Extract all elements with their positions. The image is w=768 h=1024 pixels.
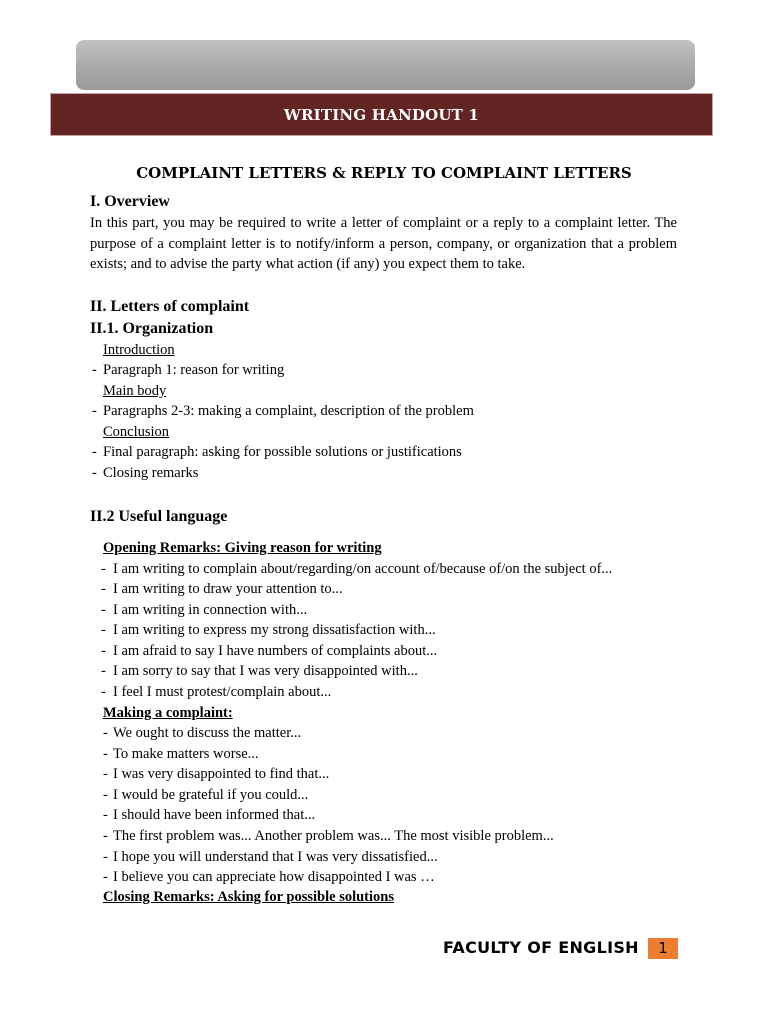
overview-heading: I. Overview	[90, 193, 170, 210]
bullet-dash: -	[103, 787, 108, 803]
list-item: I would be grateful if you could...	[113, 787, 309, 803]
bullet-dash: -	[92, 362, 97, 378]
handout-banner	[50, 93, 713, 136]
bullet-dash: -	[101, 684, 106, 700]
list-item: I feel I must protest/complain about...	[113, 684, 332, 700]
list-item: I hope you will understand that I was very dissatisfied...	[113, 849, 438, 865]
making-complaint-label: Making a complaint:	[103, 705, 233, 721]
bullet-dash: -	[101, 643, 106, 659]
list-item: I am writing in connection with...	[113, 602, 308, 618]
list-item: We ought to discuss the matter...	[113, 725, 302, 741]
faculty-footer: FACULTY OF ENGLISH	[443, 938, 639, 957]
bullet-dash: -	[103, 869, 108, 885]
bullet-dash: -	[92, 465, 97, 481]
opening-remarks-label: Opening Remarks: Giving reason for writing	[103, 540, 382, 556]
list-item: I should have been informed that...	[113, 807, 316, 823]
introduction-label: Introduction	[103, 342, 175, 358]
list-item: To make matters worse...	[113, 746, 259, 762]
list-item: I was very disappointed to find that...	[113, 766, 330, 782]
bullet-dash: -	[101, 663, 106, 679]
letters-heading: II. Letters of complaint	[90, 298, 250, 315]
bullet-dash: -	[92, 403, 97, 419]
bullet-dash: -	[101, 602, 106, 618]
list-item: I am writing to express my strong dissatisfaction with...	[113, 622, 436, 638]
list-item: Paragraph 1: reason for writing	[103, 362, 285, 378]
organization-heading: II.1. Organization	[90, 320, 214, 337]
list-item: The first problem was... Another problem was... The most visible problem...	[113, 828, 554, 844]
bullet-dash: -	[101, 561, 106, 577]
useful-language-heading: II.2 Useful language	[90, 508, 228, 525]
main-body-label: Main body	[103, 383, 167, 399]
list-item: Closing remarks	[103, 465, 199, 481]
list-item: I am writing to draw your attention to...	[113, 581, 343, 597]
bullet-dash: -	[103, 849, 108, 865]
closing-remarks-label: Closing Remarks: Asking for possible solutions	[103, 889, 394, 905]
list-item: Final paragraph: asking for possible solutions or justifications	[103, 444, 462, 460]
bullet-dash: -	[103, 725, 108, 741]
list-item: I believe you can appreciate how disappointed I was …	[113, 869, 435, 885]
list-item: I am writing to complain about/regarding/on account of/because of/on the subject of...	[113, 561, 613, 577]
banner-title: WRITING HANDOUT 1	[283, 105, 480, 124]
list-item: I am afraid to say I have numbers of complaints about...	[113, 643, 438, 659]
bullet-dash: -	[92, 444, 97, 460]
document-title: COMPLAINT LETTERS & REPLY TO COMPLAINT LETTERS	[136, 164, 632, 182]
bullet-dash: -	[103, 828, 108, 844]
page-number-badge: 1	[648, 938, 678, 959]
bullet-dash: -	[103, 807, 108, 823]
bullet-dash: -	[103, 746, 108, 762]
list-item: I am sorry to say that I was very disappointed with...	[113, 663, 418, 679]
conclusion-label: Conclusion	[103, 424, 170, 440]
overview-paragraph: In this part, you may be required to write a letter of complaint or a reply to a complaint letter. The purpose of a complaint letter is to notify/inform a person, company, or organization that a problem exists; and to advise the party what action (if any) you expect them to take.	[90, 215, 677, 273]
bullet-dash: -	[101, 581, 106, 597]
list-item: Paragraphs 2-3: making a complaint, description of the problem	[103, 403, 474, 419]
bullet-dash: -	[103, 766, 108, 782]
bullet-dash: -	[101, 622, 106, 638]
header-decorative-bar	[76, 40, 695, 90]
